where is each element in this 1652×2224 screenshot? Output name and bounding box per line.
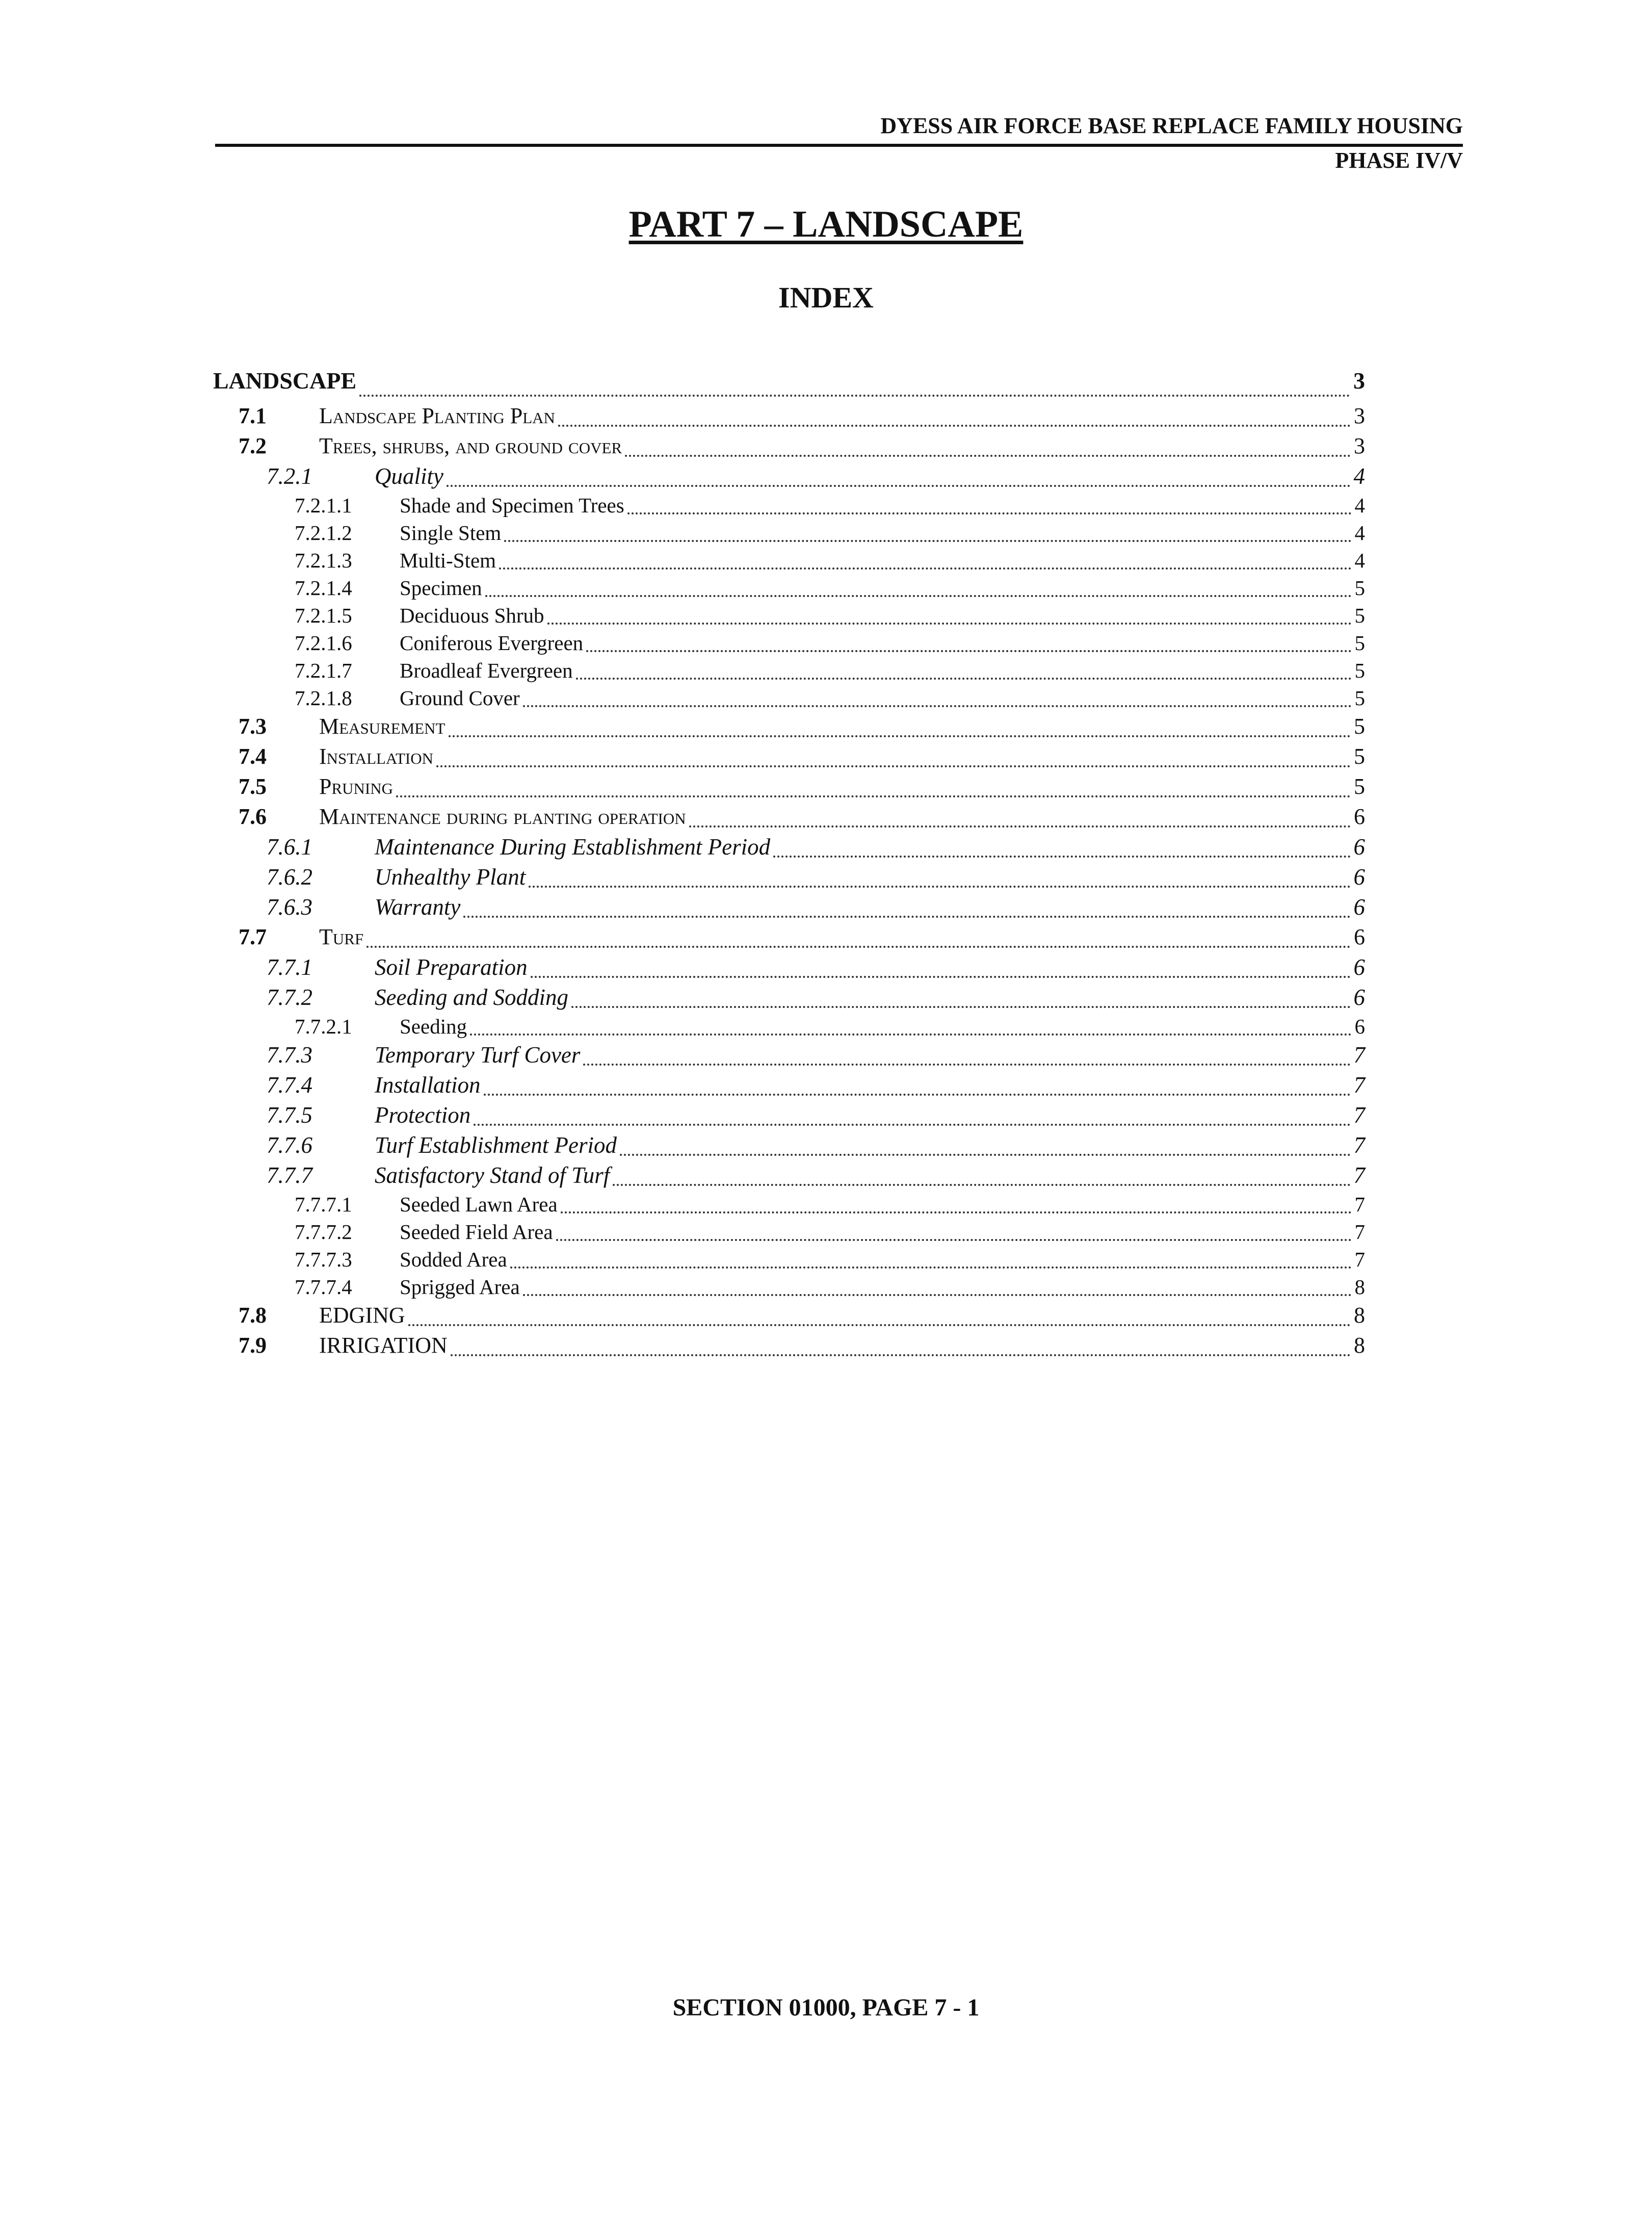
page-footer: SECTION 01000, PAGE 7 - 1 xyxy=(672,1994,980,2021)
toc-entry xyxy=(213,1042,1365,1072)
toc-entry-page: 5 xyxy=(1354,604,1365,627)
toc-dot-leader xyxy=(470,1033,1351,1036)
toc-entry-title: Soil Preparation xyxy=(375,954,528,980)
toc-entry-title: Seeded Field Area xyxy=(400,1220,553,1244)
toc-entry-title: Temporary Turf Cover xyxy=(375,1042,581,1068)
toc-dot-leader xyxy=(556,1239,1352,1241)
toc-entry-title: Deciduous Shrub xyxy=(400,604,544,627)
toc-entry xyxy=(213,1275,1365,1302)
toc-entry-page: 5 xyxy=(1354,631,1365,655)
toc-entry-number: 7.2.1.4 xyxy=(295,576,352,600)
toc-entry-title: Ground Cover xyxy=(400,686,520,710)
toc-entry-number: 7.2 xyxy=(239,433,267,458)
toc-entry-page: 5 xyxy=(1354,774,1365,799)
toc-dot-leader xyxy=(484,1094,1351,1096)
toc-entry xyxy=(213,1332,1365,1362)
toc-entry-title: Maintenance during planting operation xyxy=(319,804,686,829)
toc-entry xyxy=(213,521,1365,548)
toc-entry-page: 6 xyxy=(1354,924,1365,949)
toc-dot-leader xyxy=(773,856,1350,858)
toc-entry-page: 3 xyxy=(1353,368,1365,394)
toc-entry-title: EDGING xyxy=(319,1303,405,1328)
toc-entry-title: IRRIGATION xyxy=(319,1333,448,1358)
toc-entry-number: 7.8 xyxy=(239,1303,267,1328)
toc-entry xyxy=(213,1162,1365,1192)
toc-entry-number: 7.6.1 xyxy=(267,834,312,860)
toc-entry-page: 5 xyxy=(1354,576,1365,600)
toc-entry-page: 4 xyxy=(1354,549,1365,572)
toc-entry xyxy=(213,1014,1365,1042)
toc-dot-leader xyxy=(504,540,1351,542)
toc-entry-page: 6 xyxy=(1353,954,1365,980)
toc-entry-number: 7.2.1.6 xyxy=(295,631,352,655)
toc-entry-title: Satisfactory Stand of Turf xyxy=(375,1162,610,1188)
toc-entry-number: 7.6 xyxy=(239,804,267,829)
toc-entry-number: 7.2.1.1 xyxy=(295,494,352,517)
toc-entry-title: Broadleaf Evergreen xyxy=(400,659,573,682)
toc-entry xyxy=(213,576,1365,603)
toc-dot-leader xyxy=(576,678,1352,680)
toc-entry xyxy=(213,924,1365,954)
toc-dot-leader xyxy=(620,1154,1350,1156)
toc-entry-title: Protection xyxy=(375,1102,471,1128)
toc-entry xyxy=(213,493,1365,521)
toc-dot-leader xyxy=(561,1211,1352,1213)
toc-entry-page: 6 xyxy=(1353,894,1365,920)
toc-entry xyxy=(213,1302,1365,1332)
toc-entry-title: Maintenance During Establishment Period xyxy=(375,834,771,860)
toc-dot-leader xyxy=(447,485,1351,487)
toc-entry xyxy=(213,804,1365,834)
table-of-contents xyxy=(213,367,1365,1362)
toc-entry xyxy=(213,463,1365,493)
toc-entry-number: 7.2.1.8 xyxy=(295,686,352,710)
toc-entry-number: 7.7.6 xyxy=(267,1132,312,1158)
toc-entry-page: 3 xyxy=(1354,433,1365,458)
toc-entry-page: 8 xyxy=(1354,1275,1365,1299)
toc-dot-leader xyxy=(499,567,1351,570)
toc-entry-number: 7.7.3 xyxy=(267,1042,312,1068)
toc-entry-page: 7 xyxy=(1353,1162,1365,1188)
toc-dot-leader xyxy=(625,455,1351,457)
toc-entry-number: 7.7.7.2 xyxy=(295,1220,352,1244)
toc-entry xyxy=(213,743,1365,773)
toc-entry-page: 4 xyxy=(1354,494,1365,517)
toc-entry-page: 7 xyxy=(1353,1102,1365,1128)
toc-entry-title: Pruning xyxy=(319,774,394,799)
toc-entry xyxy=(213,773,1365,804)
toc-entry-number: 7.4 xyxy=(239,744,267,769)
toc-entry-number: 7.2.1.7 xyxy=(295,659,352,682)
toc-entry xyxy=(213,1192,1365,1220)
toc-entry xyxy=(213,433,1365,463)
toc-dot-leader xyxy=(485,595,1352,597)
toc-dot-leader xyxy=(359,395,1350,397)
toc-entry-page: 7 xyxy=(1353,1072,1365,1098)
toc-entry-title: LANDSCAPE xyxy=(213,368,357,394)
toc-dot-leader xyxy=(451,1354,1351,1356)
toc-dot-leader xyxy=(583,1064,1350,1066)
toc-dot-leader xyxy=(396,795,1351,797)
toc-entry xyxy=(213,1132,1365,1162)
toc-entry-page: 5 xyxy=(1354,714,1365,739)
toc-entry-number: 7.2.1.5 xyxy=(295,604,352,627)
toc-entry-number: 7.2.1 xyxy=(267,463,312,489)
toc-entry-title: Measurement xyxy=(319,714,445,739)
toc-entry-title: Landscape Planting Plan xyxy=(319,403,555,428)
toc-entry xyxy=(213,954,1365,984)
toc-entry-page: 6 xyxy=(1353,834,1365,860)
toc-entry-number: 7.7 xyxy=(239,924,267,949)
toc-entry-page: 6 xyxy=(1353,864,1365,890)
toc-entry-number: 7.7.7.3 xyxy=(295,1248,352,1271)
toc-dot-leader xyxy=(523,1294,1352,1296)
toc-entry-page: 8 xyxy=(1354,1333,1365,1358)
toc-dot-leader xyxy=(510,1266,1352,1269)
toc-dot-leader xyxy=(529,886,1350,888)
toc-entry xyxy=(213,864,1365,894)
header-project-title: DYESS AIR FORCE BASE REPLACE FAMILY HOUSING xyxy=(215,113,1463,147)
toc-entry-page: 3 xyxy=(1354,403,1365,428)
toc-entry-page: 6 xyxy=(1353,985,1365,1010)
toc-entry xyxy=(213,984,1365,1014)
toc-entry-page: 5 xyxy=(1354,686,1365,710)
toc-dot-leader xyxy=(547,623,1352,625)
page-header xyxy=(215,113,1463,174)
toc-entry xyxy=(213,686,1365,713)
toc-entry xyxy=(213,548,1365,576)
toc-entry-number: 7.3 xyxy=(239,714,267,739)
toc-entry-title: Sodded Area xyxy=(400,1248,507,1271)
toc-entry xyxy=(213,1102,1365,1132)
toc-entry xyxy=(213,894,1365,924)
toc-entry xyxy=(213,367,1365,403)
toc-entry-page: 5 xyxy=(1354,659,1365,682)
toc-dot-leader xyxy=(463,916,1350,918)
toc-entry-title: Turf Establishment Period xyxy=(375,1132,617,1158)
toc-entry-title: Multi-Stem xyxy=(400,549,496,572)
toc-entry-page: 6 xyxy=(1354,804,1365,829)
toc-entry-number: 7.7.4 xyxy=(267,1072,312,1098)
toc-dot-leader xyxy=(531,976,1351,978)
toc-dot-leader xyxy=(449,735,1351,737)
toc-entry xyxy=(213,658,1365,686)
page-title: PART 7 – LANDSCAPE xyxy=(628,203,1024,245)
toc-dot-leader xyxy=(366,946,1351,948)
toc-entry-title: Single Stem xyxy=(400,521,502,545)
toc-entry-page: 4 xyxy=(1354,521,1365,545)
toc-dot-leader xyxy=(571,1006,1351,1008)
toc-dot-leader xyxy=(523,705,1352,707)
toc-entry-title: Trees, shrubs, and ground cover xyxy=(319,433,622,458)
toc-entry xyxy=(213,1220,1365,1247)
toc-entry-title: Specimen xyxy=(400,576,482,600)
toc-dot-leader xyxy=(436,765,1351,767)
toc-entry-title: Sprigged Area xyxy=(400,1275,520,1299)
toc-entry xyxy=(213,631,1365,658)
toc-entry-title: Installation xyxy=(375,1072,481,1098)
toc-entry xyxy=(213,1072,1365,1102)
toc-entry-page: 5 xyxy=(1354,744,1365,769)
toc-entry-number: 7.7.7.1 xyxy=(295,1193,352,1216)
toc-entry-number: 7.2.1.3 xyxy=(295,549,352,572)
toc-entry-title: Coniferous Evergreen xyxy=(400,631,584,655)
toc-dot-leader xyxy=(627,512,1352,514)
toc-entry-title: Seeding xyxy=(400,1015,467,1038)
toc-entry-page: 4 xyxy=(1353,463,1365,489)
toc-entry xyxy=(213,403,1365,433)
toc-dot-leader xyxy=(613,1184,1350,1186)
toc-entry-number: 7.9 xyxy=(239,1333,267,1358)
toc-dot-leader xyxy=(586,650,1351,652)
toc-entry-title: Unhealthy Plant xyxy=(375,864,526,890)
toc-entry-title: Turf xyxy=(319,924,364,949)
toc-entry-number: 7.6.3 xyxy=(267,894,312,920)
toc-entry-number: 7.6.2 xyxy=(267,864,312,890)
toc-dot-leader xyxy=(558,425,1351,427)
toc-entry-number: 7.7.5 xyxy=(267,1102,312,1128)
toc-entry-title: Installation xyxy=(319,744,433,769)
toc-dot-leader xyxy=(689,825,1351,827)
toc-entry-page: 6 xyxy=(1354,1015,1365,1038)
toc-entry-page: 8 xyxy=(1354,1303,1365,1328)
toc-entry-number: 7.2.1.2 xyxy=(295,521,352,545)
header-phase: PHASE IV/V xyxy=(1335,148,1463,173)
toc-entry-page: 7 xyxy=(1354,1193,1365,1216)
toc-entry-number: 7.5 xyxy=(239,774,267,799)
toc-entry-title: Shade and Specimen Trees xyxy=(400,494,624,517)
toc-dot-leader xyxy=(408,1324,1351,1326)
index-heading: INDEX xyxy=(778,281,874,314)
toc-entry-title: Warranty xyxy=(375,894,461,920)
toc-entry-number: 7.7.1 xyxy=(267,954,312,980)
toc-entry-number: 7.7.2 xyxy=(267,985,312,1010)
toc-entry-number: 7.7.7 xyxy=(267,1162,312,1188)
toc-entry-page: 7 xyxy=(1353,1132,1365,1158)
toc-entry-title: Seeding and Sodding xyxy=(375,985,568,1010)
toc-entry xyxy=(213,834,1365,864)
toc-entry-page: 7 xyxy=(1353,1042,1365,1068)
toc-entry-title: Seeded Lawn Area xyxy=(400,1193,558,1216)
toc-entry-number: 7.7.2.1 xyxy=(295,1015,352,1038)
toc-entry xyxy=(213,1247,1365,1275)
toc-entry-number: 7.7.7.4 xyxy=(295,1275,352,1299)
toc-entry xyxy=(213,713,1365,743)
toc-entry xyxy=(213,603,1365,631)
toc-entry-page: 7 xyxy=(1354,1248,1365,1271)
toc-entry-page: 7 xyxy=(1354,1220,1365,1244)
toc-dot-leader xyxy=(474,1124,1350,1126)
toc-entry-number: 7.1 xyxy=(239,403,267,428)
toc-entry-title: Quality xyxy=(375,463,443,489)
